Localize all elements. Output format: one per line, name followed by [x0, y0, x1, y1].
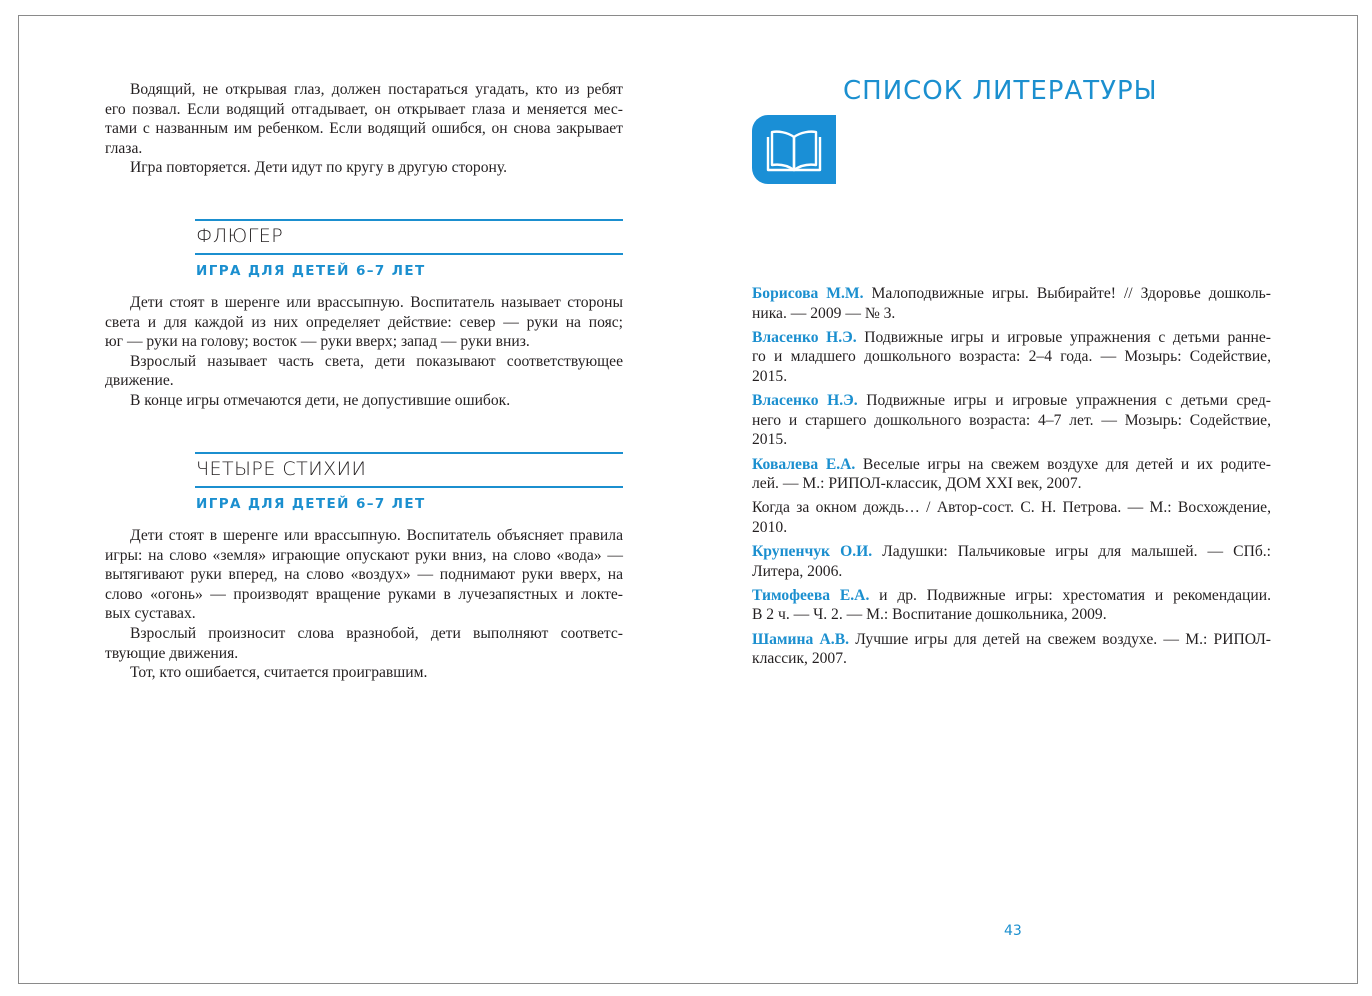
- text-line: Шамина А.В. Лучшие игры для детей на свежем воздухе. — М.: РИПОЛ-: [752, 630, 1271, 648]
- text-line: лей. — М.: РИПОЛ-классик, ДОМ XXI век, 2007.: [752, 475, 1082, 493]
- section-rule-top: [195, 219, 623, 221]
- bibliography-entry: [752, 586, 1271, 625]
- text-line: глаза.: [105, 139, 143, 157]
- page-number: 43: [1004, 923, 1022, 939]
- bibliography-entry: [752, 542, 1271, 581]
- bibliography-entry: [752, 284, 1271, 323]
- text-line: В конце игры отмечаются дети, не допустившие ошибок.: [130, 391, 511, 409]
- text-line: Ковалева Е.А. Веселые игры на свежем воздухе для детей и их родите-: [752, 455, 1271, 473]
- open-book-icon: [752, 115, 836, 184]
- text-line: ника. — 2009 — № 3.: [752, 304, 896, 322]
- paragraph: [105, 352, 623, 391]
- paragraph: [105, 80, 623, 158]
- paragraph: [105, 624, 623, 663]
- text-line: Игра повторяется. Дети идут по кругу в другую сторону.: [130, 159, 507, 177]
- text-line: Борисова М.М. Малоподвижные игры. Выбирайте! // Здоровье дошколь-: [752, 285, 1271, 302]
- text-line: юг — руки на голову; восток — руки вверх; запад — руки вниз.: [105, 333, 530, 351]
- section-rule-bottom: [195, 486, 623, 488]
- entry-author: Крупенчук О.И.: [752, 543, 873, 561]
- entry-author: Борисова М.М.: [752, 285, 864, 302]
- text-line: Власенко Н.Э. Подвижные игры и игровые упражнения с детьми сред-: [752, 392, 1271, 410]
- bibliography-entry: [752, 498, 1271, 537]
- text-line: Взрослый называет часть света, дети показывают соответствующее: [130, 352, 623, 370]
- text-line: его позвал. Если водящий отгадывает, он открывает глаза и меняется мес-: [105, 100, 623, 118]
- bibliography-entry: [752, 328, 1271, 387]
- entry-author: Ковалева Е.А.: [752, 455, 856, 473]
- text-line: го и младшего дошкольного возраста: 2–4 года. — Мозырь: Содействие,: [752, 348, 1271, 366]
- text-line: Дети стоят в шеренге или врассыпную. Воспитатель объясняет правила: [130, 527, 623, 544]
- section-body: [105, 526, 623, 683]
- text-line: 2010.: [752, 518, 788, 536]
- section-rule-top: [195, 452, 623, 454]
- paragraph: [105, 526, 623, 624]
- text-line: Тимофеева Е.А. и др. Подвижные игры: хрестоматия и рекомендации.: [752, 586, 1271, 604]
- text-line: света и для каждой из них определяет действие: север — руки на пояс;: [105, 313, 623, 331]
- text-line: Когда за окном дождь… / Автор-сост. С. Н. Петрова. — М.: Восхождение,: [752, 499, 1271, 517]
- text-line: В 2 ч. — Ч. 2. — М.: Воспитание дошкольника, 2009.: [752, 606, 1107, 624]
- bibliography-entry: [752, 391, 1271, 450]
- entry-author: Власенко Н.Э.: [752, 328, 857, 346]
- paragraph: [105, 663, 623, 683]
- text-line: тами с названным им ребенком. Если водящий ошибся, он снова закрывает: [105, 120, 623, 138]
- text-line: твующие движения.: [105, 644, 239, 662]
- text-line: Литера, 2006.: [752, 562, 843, 580]
- entry-author: Шамина А.В.: [752, 630, 849, 648]
- text-line: движение.: [105, 372, 174, 390]
- text-line: вытягивают руки вперед, на слово «воздух» — поднимают руки вверх, на: [105, 566, 623, 584]
- text-line: Водящий, не открывая глаз, должен постараться угадать, кто из ребят: [130, 81, 623, 98]
- text-line: Крупенчук О.И. Ладушки: Пальчиковые игры для малышей. — СПб.:: [752, 543, 1271, 561]
- text-line: игры: на слово «земля» играющие опускают руки вниз, на слово «вода» —: [105, 546, 623, 564]
- bibliography-entry: [752, 455, 1271, 494]
- text-line: классик, 2007.: [752, 650, 847, 668]
- paragraph: [105, 293, 623, 352]
- bibliography-title: СПИСОК ЛИТЕРАТУРЫ: [843, 76, 1158, 106]
- text-line: 2015.: [752, 367, 788, 385]
- paragraph: [105, 391, 623, 411]
- text-line: 2015.: [752, 431, 788, 449]
- section-rule-bottom: [195, 253, 623, 255]
- bibliography-list: [752, 284, 1271, 673]
- text-line: Взрослый произносит слова вразнобой, дети выполняют соответс-: [130, 624, 623, 642]
- bibliography-entry: [752, 630, 1271, 669]
- intro-text: [105, 80, 623, 178]
- text-line: Тот, кто ошибается, считается проигравшим.: [130, 664, 428, 682]
- text-line: него и старшего дошкольного возраста: 4–7 лет. — Мозырь: Содействие,: [752, 411, 1271, 429]
- entry-author: Власенко Н.Э.: [752, 392, 858, 410]
- section-subtitle: ИГРА ДЛЯ ДЕТЕЙ 6–7 ЛЕТ: [196, 496, 426, 512]
- section-subtitle: ИГРА ДЛЯ ДЕТЕЙ 6–7 ЛЕТ: [196, 263, 426, 279]
- text-line: вых суставах.: [105, 605, 196, 623]
- section-title: ЧЕТЫРЕ СТИХИИ: [196, 458, 367, 480]
- paragraph: [105, 158, 623, 178]
- entry-author: Тимофеева Е.А.: [752, 586, 870, 604]
- section-title: ФЛЮГЕР: [196, 225, 284, 247]
- section-body: [105, 293, 623, 411]
- text-line: Власенко Н.Э. Подвижные игры и игровые упражнения с детьми ранне-: [752, 328, 1271, 346]
- text-line: Дети стоят в шеренге или врассыпную. Воспитатель называет стороны: [130, 294, 623, 311]
- text-line: слово «огонь» — производят вращение руками в лучезапястных и локте-: [105, 585, 623, 603]
